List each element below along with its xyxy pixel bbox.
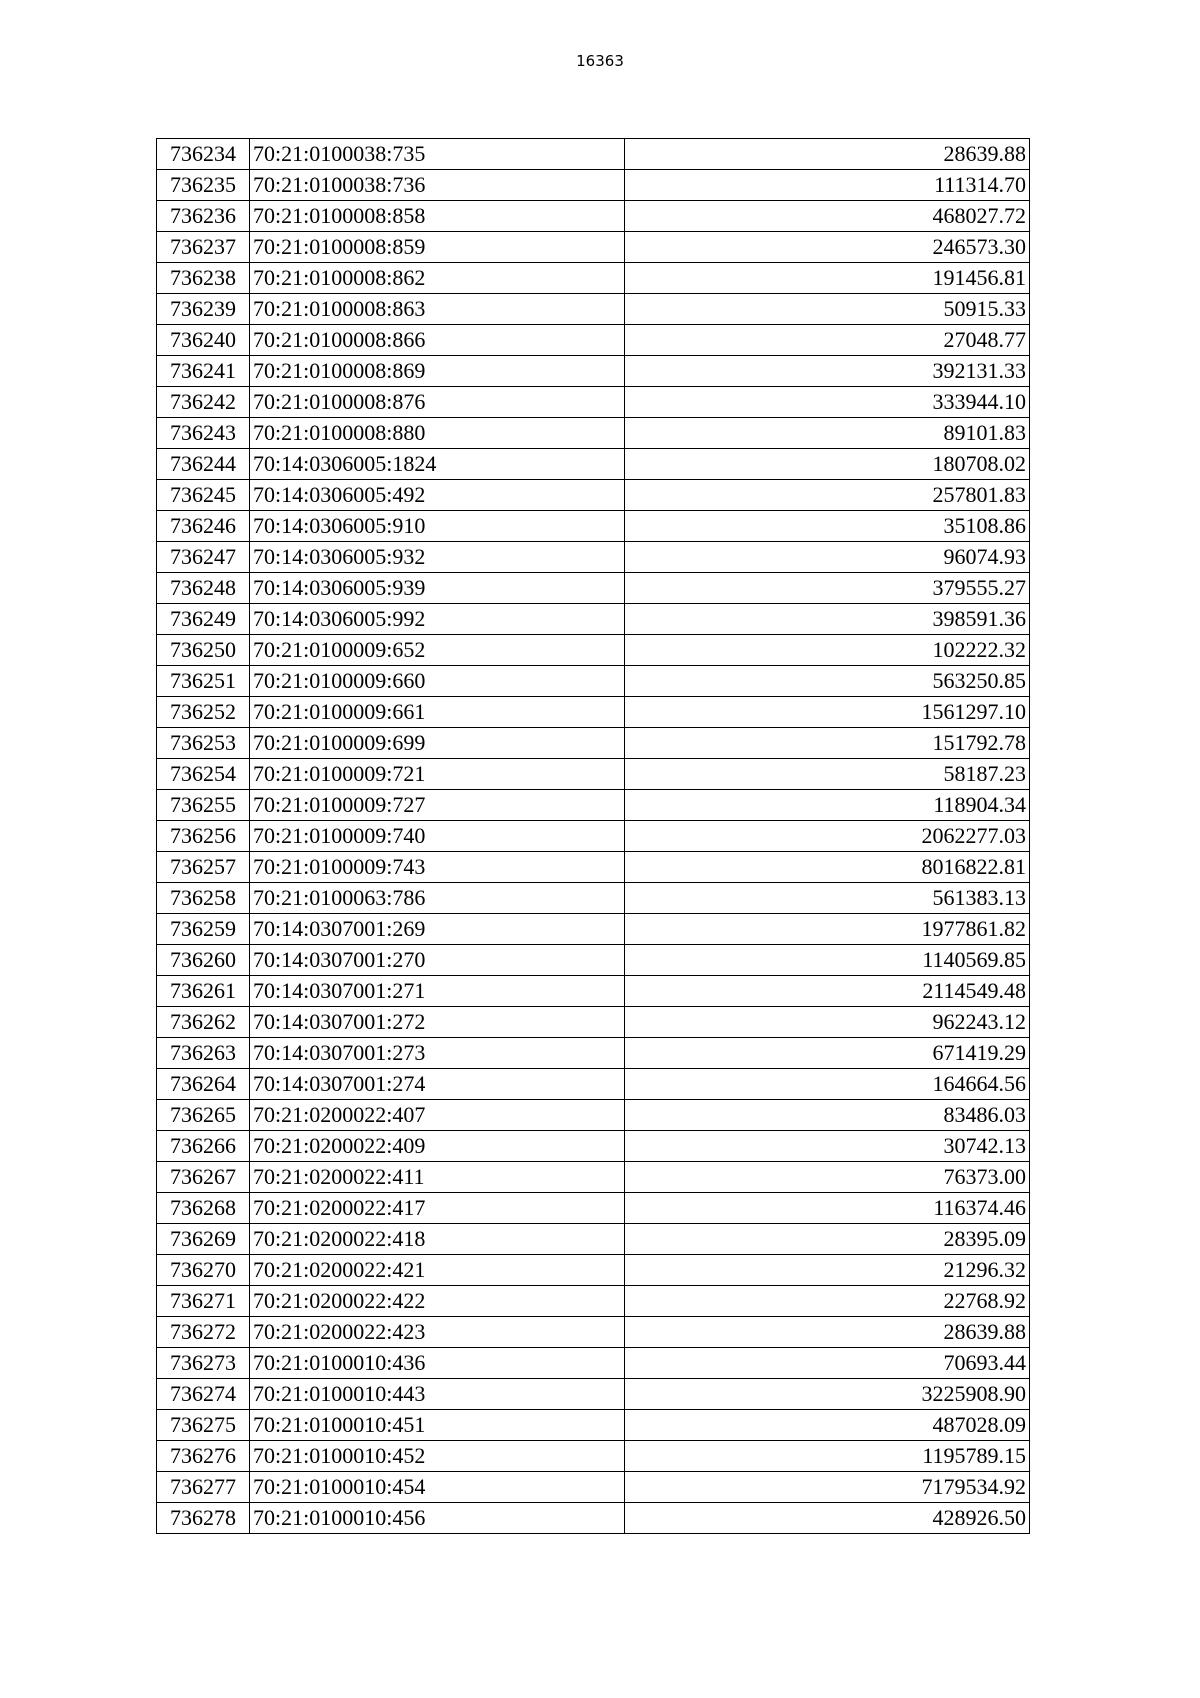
cadastral-number-cell: 70:21:0100008:858 xyxy=(250,201,625,232)
row-id-cell: 736237 xyxy=(157,232,250,263)
cadastral-number-cell: 70:21:0100010:456 xyxy=(250,1503,625,1534)
cadastral-value-cell: 1561297.10 xyxy=(625,697,1030,728)
table-row xyxy=(157,356,1030,387)
table-row xyxy=(157,1100,1030,1131)
table-row xyxy=(157,232,1030,263)
cadastral-number-cell: 70:21:0100010:452 xyxy=(250,1441,625,1472)
row-id-cell: 736273 xyxy=(157,1348,250,1379)
table-row xyxy=(157,666,1030,697)
cadastral-value-cell: 333944.10 xyxy=(625,387,1030,418)
cadastral-number-cell: 70:21:0200022:423 xyxy=(250,1317,625,1348)
cadastral-value-cell: 468027.72 xyxy=(625,201,1030,232)
row-id-cell: 736253 xyxy=(157,728,250,759)
cadastral-number-cell: 70:21:0100008:866 xyxy=(250,325,625,356)
table-row xyxy=(157,604,1030,635)
cadastral-value-cell: 70693.44 xyxy=(625,1348,1030,1379)
row-id-cell: 736269 xyxy=(157,1224,250,1255)
table-row xyxy=(157,480,1030,511)
cadastral-value-cell: 83486.03 xyxy=(625,1100,1030,1131)
row-id-cell: 736248 xyxy=(157,573,250,604)
row-id-cell: 736274 xyxy=(157,1379,250,1410)
row-id-cell: 736234 xyxy=(157,139,250,170)
cadastral-value-cell: 2114549.48 xyxy=(625,976,1030,1007)
row-id-cell: 736277 xyxy=(157,1472,250,1503)
cadastral-number-cell: 70:14:0307001:274 xyxy=(250,1069,625,1100)
cadastral-value-cell: 30742.13 xyxy=(625,1131,1030,1162)
cadastral-number-cell: 70:14:0306005:1824 xyxy=(250,449,625,480)
row-id-cell: 736243 xyxy=(157,418,250,449)
cadastral-value-cell: 96074.93 xyxy=(625,542,1030,573)
cadastral-value-cell: 22768.92 xyxy=(625,1286,1030,1317)
cadastral-value-cell: 111314.70 xyxy=(625,170,1030,201)
cadastral-number-cell: 70:21:0100009:652 xyxy=(250,635,625,666)
cadastral-value-cell: 50915.33 xyxy=(625,294,1030,325)
cadastral-number-cell: 70:14:0306005:492 xyxy=(250,480,625,511)
table-row xyxy=(157,945,1030,976)
cadastral-value-cell: 76373.00 xyxy=(625,1162,1030,1193)
cadastral-value-cell: 28639.88 xyxy=(625,139,1030,170)
cadastral-value-cell: 671419.29 xyxy=(625,1038,1030,1069)
cadastral-number-cell: 70:14:0306005:910 xyxy=(250,511,625,542)
table-row xyxy=(157,697,1030,728)
table-row xyxy=(157,976,1030,1007)
cadastral-value-cell: 962243.12 xyxy=(625,1007,1030,1038)
table-row xyxy=(157,1348,1030,1379)
cadastral-value-cell: 563250.85 xyxy=(625,666,1030,697)
table-row xyxy=(157,1131,1030,1162)
cadastral-value-cell: 118904.34 xyxy=(625,790,1030,821)
table-row xyxy=(157,1255,1030,1286)
row-id-cell: 736244 xyxy=(157,449,250,480)
row-id-cell: 736258 xyxy=(157,883,250,914)
row-id-cell: 736271 xyxy=(157,1286,250,1317)
cadastral-number-cell: 70:21:0100008:863 xyxy=(250,294,625,325)
table-row xyxy=(157,449,1030,480)
table-row xyxy=(157,418,1030,449)
cadastral-value-cell: 35108.86 xyxy=(625,511,1030,542)
cadastral-value-cell: 21296.32 xyxy=(625,1255,1030,1286)
cadastral-number-cell: 70:21:0200022:407 xyxy=(250,1100,625,1131)
table-row xyxy=(157,139,1030,170)
cadastral-number-cell: 70:14:0307001:273 xyxy=(250,1038,625,1069)
cadastral-value-cell: 164664.56 xyxy=(625,1069,1030,1100)
cadastral-value-cell: 191456.81 xyxy=(625,263,1030,294)
table-row xyxy=(157,325,1030,356)
row-id-cell: 736260 xyxy=(157,945,250,976)
table-row xyxy=(157,387,1030,418)
table-row xyxy=(157,1007,1030,1038)
row-id-cell: 736270 xyxy=(157,1255,250,1286)
cadastral-number-cell: 70:14:0307001:270 xyxy=(250,945,625,976)
cadastral-number-cell: 70:21:0200022:421 xyxy=(250,1255,625,1286)
cadastral-value-cell: 379555.27 xyxy=(625,573,1030,604)
table-row xyxy=(157,728,1030,759)
table-row xyxy=(157,759,1030,790)
cadastral-number-cell: 70:21:0100008:876 xyxy=(250,387,625,418)
row-id-cell: 736257 xyxy=(157,852,250,883)
table-row xyxy=(157,1472,1030,1503)
row-id-cell: 736235 xyxy=(157,170,250,201)
cadastral-value-cell: 2062277.03 xyxy=(625,821,1030,852)
table-row xyxy=(157,511,1030,542)
row-id-cell: 736265 xyxy=(157,1100,250,1131)
cadastral-number-cell: 70:21:0200022:411 xyxy=(250,1162,625,1193)
row-id-cell: 736266 xyxy=(157,1131,250,1162)
row-id-cell: 736241 xyxy=(157,356,250,387)
row-id-cell: 736249 xyxy=(157,604,250,635)
cadastral-number-cell: 70:21:0100010:436 xyxy=(250,1348,625,1379)
cadastral-value-cell: 8016822.81 xyxy=(625,852,1030,883)
row-id-cell: 736240 xyxy=(157,325,250,356)
cadastral-value-cell: 392131.33 xyxy=(625,356,1030,387)
table-row xyxy=(157,1441,1030,1472)
cadastral-value-cell: 28395.09 xyxy=(625,1224,1030,1255)
table-row xyxy=(157,1038,1030,1069)
cadastral-number-cell: 70:21:0100063:786 xyxy=(250,883,625,914)
cadastral-value-cell: 27048.77 xyxy=(625,325,1030,356)
row-id-cell: 736275 xyxy=(157,1410,250,1441)
cadastral-value-cell: 1140569.85 xyxy=(625,945,1030,976)
cadastral-value-cell: 180708.02 xyxy=(625,449,1030,480)
table-row xyxy=(157,883,1030,914)
cadastral-number-cell: 70:21:0100008:880 xyxy=(250,418,625,449)
cadastral-value-cell: 151792.78 xyxy=(625,728,1030,759)
cadastral-value-cell: 398591.36 xyxy=(625,604,1030,635)
row-id-cell: 736263 xyxy=(157,1038,250,1069)
cadastral-number-cell: 70:21:0100038:736 xyxy=(250,170,625,201)
row-id-cell: 736236 xyxy=(157,201,250,232)
row-id-cell: 736276 xyxy=(157,1441,250,1472)
row-id-cell: 736239 xyxy=(157,294,250,325)
cadastral-number-cell: 70:21:0100038:735 xyxy=(250,139,625,170)
cadastral-value-cell: 487028.09 xyxy=(625,1410,1030,1441)
cadastral-number-cell: 70:14:0306005:939 xyxy=(250,573,625,604)
cadastral-number-cell: 70:14:0306005:932 xyxy=(250,542,625,573)
table-row xyxy=(157,573,1030,604)
cadastral-value-cell: 102222.32 xyxy=(625,635,1030,666)
row-id-cell: 736251 xyxy=(157,666,250,697)
row-id-cell: 736256 xyxy=(157,821,250,852)
row-id-cell: 736247 xyxy=(157,542,250,573)
cadastral-number-cell: 70:14:0306005:992 xyxy=(250,604,625,635)
table-row xyxy=(157,1224,1030,1255)
cadastral-value-cell: 561383.13 xyxy=(625,883,1030,914)
cadastral-number-cell: 70:21:0100009:721 xyxy=(250,759,625,790)
table-row xyxy=(157,1286,1030,1317)
table-row xyxy=(157,1379,1030,1410)
row-id-cell: 736268 xyxy=(157,1193,250,1224)
cadastral-number-cell: 70:21:0200022:422 xyxy=(250,1286,625,1317)
cadastral-number-cell: 70:21:0200022:417 xyxy=(250,1193,625,1224)
table-row xyxy=(157,635,1030,666)
row-id-cell: 736272 xyxy=(157,1317,250,1348)
row-id-cell: 736261 xyxy=(157,976,250,1007)
cadastral-number-cell: 70:21:0100009:660 xyxy=(250,666,625,697)
row-id-cell: 736264 xyxy=(157,1069,250,1100)
cadastral-value-cell: 116374.46 xyxy=(625,1193,1030,1224)
table-row xyxy=(157,170,1030,201)
table-row xyxy=(157,542,1030,573)
cadastral-value-cell: 1977861.82 xyxy=(625,914,1030,945)
table-row xyxy=(157,1162,1030,1193)
table-row xyxy=(157,821,1030,852)
table-row xyxy=(157,1193,1030,1224)
row-id-cell: 736252 xyxy=(157,697,250,728)
cadastral-number-cell: 70:21:0100009:661 xyxy=(250,697,625,728)
row-id-cell: 736259 xyxy=(157,914,250,945)
table-row xyxy=(157,263,1030,294)
cadastral-number-cell: 70:21:0100010:451 xyxy=(250,1410,625,1441)
row-id-cell: 736255 xyxy=(157,790,250,821)
table-row xyxy=(157,1317,1030,1348)
cadastral-value-cell: 257801.83 xyxy=(625,480,1030,511)
table-row xyxy=(157,790,1030,821)
cadastral-value-cell: 3225908.90 xyxy=(625,1379,1030,1410)
row-id-cell: 736238 xyxy=(157,263,250,294)
cadastral-number-cell: 70:21:0100009:743 xyxy=(250,852,625,883)
table-body xyxy=(157,139,1030,1534)
cadastral-value-cell: 1195789.15 xyxy=(625,1441,1030,1472)
row-id-cell: 736262 xyxy=(157,1007,250,1038)
cadastral-number-cell: 70:21:0100008:862 xyxy=(250,263,625,294)
row-id-cell: 736250 xyxy=(157,635,250,666)
row-id-cell: 736246 xyxy=(157,511,250,542)
cadastral-value-cell: 58187.23 xyxy=(625,759,1030,790)
table-row xyxy=(157,294,1030,325)
cadastral-number-cell: 70:21:0200022:418 xyxy=(250,1224,625,1255)
cadastral-number-cell: 70:21:0100008:859 xyxy=(250,232,625,263)
row-id-cell: 736254 xyxy=(157,759,250,790)
cadastral-number-cell: 70:21:0200022:409 xyxy=(250,1131,625,1162)
cadastral-value-cell: 28639.88 xyxy=(625,1317,1030,1348)
table-row xyxy=(157,201,1030,232)
page-number: 16363 xyxy=(576,52,624,70)
row-id-cell: 736245 xyxy=(157,480,250,511)
cadastral-number-cell: 70:14:0307001:269 xyxy=(250,914,625,945)
cadastral-number-cell: 70:14:0307001:272 xyxy=(250,1007,625,1038)
table-row xyxy=(157,1069,1030,1100)
row-id-cell: 736242 xyxy=(157,387,250,418)
cadastral-value-cell: 89101.83 xyxy=(625,418,1030,449)
table-row xyxy=(157,1503,1030,1534)
cadastral-number-cell: 70:21:0100009:699 xyxy=(250,728,625,759)
cadastral-number-cell: 70:21:0100010:443 xyxy=(250,1379,625,1410)
cadastral-number-cell: 70:21:0100009:740 xyxy=(250,821,625,852)
cadastral-value-cell: 7179534.92 xyxy=(625,1472,1030,1503)
cadastral-number-cell: 70:21:0100009:727 xyxy=(250,790,625,821)
table-row xyxy=(157,852,1030,883)
cadastral-number-cell: 70:14:0307001:271 xyxy=(250,976,625,1007)
cadastral-value-cell: 246573.30 xyxy=(625,232,1030,263)
cadastral-value-cell: 428926.50 xyxy=(625,1503,1030,1534)
cadastral-number-cell: 70:21:0100008:869 xyxy=(250,356,625,387)
cadastral-value-table xyxy=(156,138,1030,1534)
table-row xyxy=(157,1410,1030,1441)
cadastral-number-cell: 70:21:0100010:454 xyxy=(250,1472,625,1503)
row-id-cell: 736267 xyxy=(157,1162,250,1193)
table-row xyxy=(157,914,1030,945)
row-id-cell: 736278 xyxy=(157,1503,250,1534)
